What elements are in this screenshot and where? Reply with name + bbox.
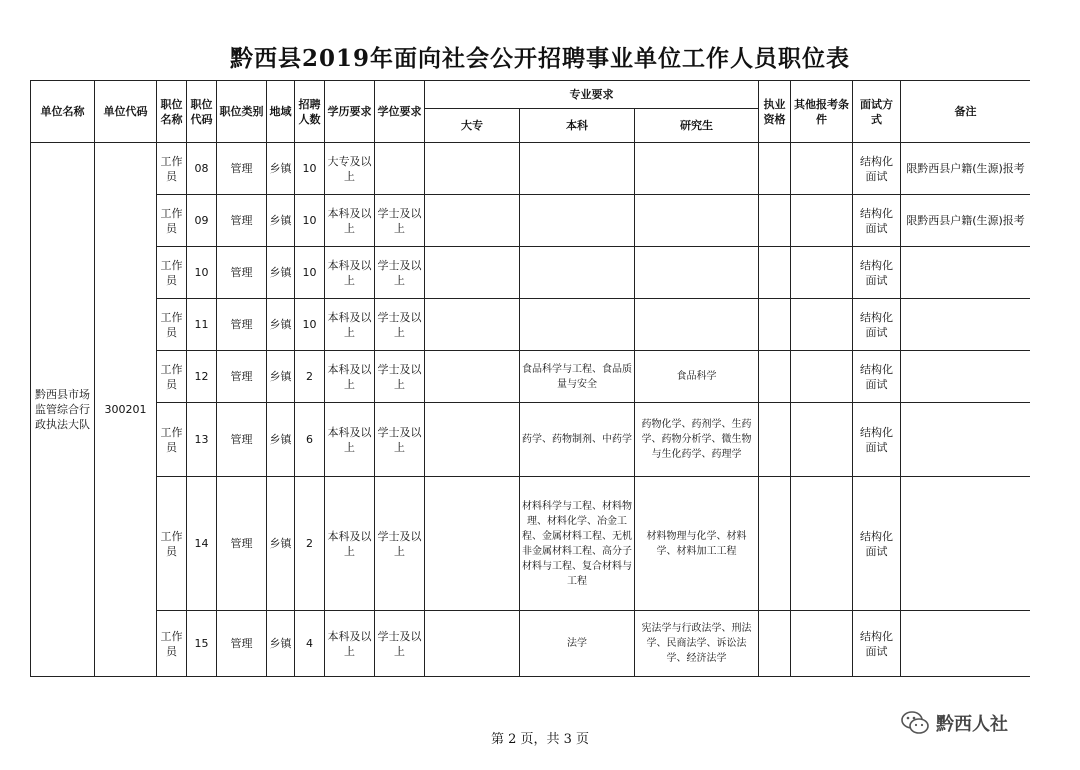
header-major-dazhuan: 大专 bbox=[425, 109, 520, 143]
degree-cell: 学士及以上 bbox=[375, 611, 425, 677]
page-title: 黔西县2019年面向社会公开招聘事业单位工作人员职位表 bbox=[229, 45, 850, 72]
license-cell bbox=[759, 195, 791, 247]
license-cell bbox=[759, 611, 791, 677]
major-graduate-cell bbox=[635, 195, 759, 247]
header-license: 执业资格 bbox=[759, 81, 791, 143]
degree-cell: 学士及以上 bbox=[375, 195, 425, 247]
header-degree: 学位要求 bbox=[375, 81, 425, 143]
other-conditions-cell bbox=[791, 611, 853, 677]
position-table bbox=[30, 80, 1030, 677]
major-graduate-cell: 材料物理与化学、材料学、材料加工工程 bbox=[635, 477, 759, 611]
exam-method-cell: 结构化面试 bbox=[853, 143, 901, 195]
other-conditions-cell bbox=[791, 247, 853, 299]
position-code-cell: 08 bbox=[187, 143, 217, 195]
notes-cell bbox=[901, 477, 1030, 611]
major-benke-cell bbox=[520, 195, 635, 247]
table-row bbox=[31, 351, 1031, 403]
major-benke-cell: 法学 bbox=[520, 611, 635, 677]
recruit-count-cell: 10 bbox=[295, 195, 325, 247]
header-unit-name: 单位名称 bbox=[31, 81, 95, 143]
watermark-text: 黔西人社 bbox=[936, 714, 1008, 735]
region-cell: 乡镇 bbox=[267, 611, 295, 677]
major-dazhuan-cell bbox=[425, 247, 520, 299]
position-name-cell: 工作员 bbox=[157, 247, 187, 299]
header-major-graduate: 研究生 bbox=[635, 109, 759, 143]
notes-cell bbox=[901, 403, 1030, 477]
region-cell: 乡镇 bbox=[267, 299, 295, 351]
education-cell: 大专及以上 bbox=[325, 143, 375, 195]
header-position-name: 职位名称 bbox=[157, 81, 187, 143]
major-benke-cell bbox=[520, 247, 635, 299]
header-unit-code: 单位代码 bbox=[95, 81, 157, 143]
degree-cell: 学士及以上 bbox=[375, 247, 425, 299]
major-benke-cell: 食品科学与工程、食品质量与安全 bbox=[520, 351, 635, 403]
position-type-cell: 管理 bbox=[217, 611, 267, 677]
major-graduate-cell bbox=[635, 247, 759, 299]
education-cell: 本科及以上 bbox=[325, 247, 375, 299]
license-cell bbox=[759, 477, 791, 611]
other-conditions-cell bbox=[791, 477, 853, 611]
notes-cell bbox=[901, 299, 1030, 351]
header-major: 专业要求 bbox=[425, 81, 759, 109]
other-conditions-cell bbox=[791, 143, 853, 195]
other-conditions-cell bbox=[791, 403, 853, 477]
header-notes: 备注 bbox=[901, 81, 1030, 143]
notes-cell: 限黔西县户籍(生源)报考 bbox=[901, 195, 1030, 247]
table-row bbox=[31, 477, 1031, 611]
exam-method-cell: 结构化面试 bbox=[853, 477, 901, 611]
major-dazhuan-cell bbox=[425, 403, 520, 477]
license-cell bbox=[759, 299, 791, 351]
exam-method-cell: 结构化面试 bbox=[853, 351, 901, 403]
education-cell: 本科及以上 bbox=[325, 611, 375, 677]
region-cell: 乡镇 bbox=[267, 351, 295, 403]
position-code-cell: 15 bbox=[187, 611, 217, 677]
position-type-cell: 管理 bbox=[217, 299, 267, 351]
table-container bbox=[30, 80, 1030, 678]
position-code-cell: 11 bbox=[187, 299, 217, 351]
exam-method-cell: 结构化面试 bbox=[853, 403, 901, 477]
position-code-cell: 13 bbox=[187, 403, 217, 477]
notes-cell: 限黔西县户籍(生源)报考 bbox=[901, 143, 1030, 195]
position-name-cell: 工作员 bbox=[157, 611, 187, 677]
education-cell: 本科及以上 bbox=[325, 299, 375, 351]
recruit-count-cell: 4 bbox=[295, 611, 325, 677]
position-code-cell: 12 bbox=[187, 351, 217, 403]
notes-cell bbox=[901, 247, 1030, 299]
recruit-count-cell: 10 bbox=[295, 247, 325, 299]
other-conditions-cell bbox=[791, 299, 853, 351]
table-row bbox=[31, 195, 1031, 247]
unit-code-cell: 300201 bbox=[95, 143, 157, 677]
position-name-cell: 工作员 bbox=[157, 351, 187, 403]
exam-method-cell: 结构化面试 bbox=[853, 247, 901, 299]
header-other-conditions: 其他报考条件 bbox=[791, 81, 853, 143]
major-dazhuan-cell bbox=[425, 611, 520, 677]
wechat-icon bbox=[900, 710, 930, 736]
position-type-cell: 管理 bbox=[217, 247, 267, 299]
major-benke-cell: 药学、药物制剂、中药学 bbox=[520, 403, 635, 477]
major-benke-cell: 材料科学与工程、材料物理、材料化学、冶金工程、金属材料工程、无机非金属材料工程、高分子材料与工程、复合材料与工程 bbox=[520, 477, 635, 611]
other-conditions-cell bbox=[791, 195, 853, 247]
major-dazhuan-cell bbox=[425, 195, 520, 247]
header-region: 地域 bbox=[267, 81, 295, 143]
unit-name-cell: 黔西县市场监管综合行政执法大队 bbox=[31, 143, 95, 677]
major-dazhuan-cell bbox=[425, 143, 520, 195]
position-name-cell: 工作员 bbox=[157, 477, 187, 611]
education-cell: 本科及以上 bbox=[325, 195, 375, 247]
position-type-cell: 管理 bbox=[217, 143, 267, 195]
other-conditions-cell bbox=[791, 351, 853, 403]
major-graduate-cell: 药物化学、药剂学、生药学、药物分析学、微生物与生化药学、药理学 bbox=[635, 403, 759, 477]
recruit-count-cell: 2 bbox=[295, 477, 325, 611]
watermark bbox=[900, 708, 1008, 738]
header-education: 学历要求 bbox=[325, 81, 375, 143]
region-cell: 乡镇 bbox=[267, 195, 295, 247]
education-cell: 本科及以上 bbox=[325, 351, 375, 403]
table-row bbox=[31, 247, 1031, 299]
degree-cell: 学士及以上 bbox=[375, 403, 425, 477]
position-name-cell: 工作员 bbox=[157, 143, 187, 195]
notes-cell bbox=[901, 611, 1030, 677]
header-position-code: 职位代码 bbox=[187, 81, 217, 143]
page-indicator: 第 2 页，共 3 页 bbox=[490, 732, 590, 747]
license-cell bbox=[759, 403, 791, 477]
exam-method-cell: 结构化面试 bbox=[853, 611, 901, 677]
major-benke-cell bbox=[520, 143, 635, 195]
region-cell: 乡镇 bbox=[267, 143, 295, 195]
position-name-cell: 工作员 bbox=[157, 403, 187, 477]
region-cell: 乡镇 bbox=[267, 477, 295, 611]
major-dazhuan-cell bbox=[425, 351, 520, 403]
position-code-cell: 10 bbox=[187, 247, 217, 299]
license-cell bbox=[759, 351, 791, 403]
position-name-cell: 工作员 bbox=[157, 195, 187, 247]
header-major-benke: 本科 bbox=[520, 109, 635, 143]
exam-method-cell: 结构化面试 bbox=[853, 195, 901, 247]
license-cell bbox=[759, 143, 791, 195]
major-benke-cell bbox=[520, 299, 635, 351]
major-graduate-cell bbox=[635, 299, 759, 351]
major-graduate-cell: 食品科学 bbox=[635, 351, 759, 403]
header-position-type: 职位类别 bbox=[217, 81, 267, 143]
degree-cell: 学士及以上 bbox=[375, 299, 425, 351]
header-exam-method: 面试方式 bbox=[853, 81, 901, 143]
position-type-cell: 管理 bbox=[217, 403, 267, 477]
license-cell bbox=[759, 247, 791, 299]
region-cell: 乡镇 bbox=[267, 247, 295, 299]
degree-cell: 学士及以上 bbox=[375, 477, 425, 611]
position-type-cell: 管理 bbox=[217, 477, 267, 611]
table-body bbox=[31, 143, 1031, 677]
table-row bbox=[31, 403, 1031, 477]
recruit-count-cell: 10 bbox=[295, 143, 325, 195]
exam-method-cell: 结构化面试 bbox=[853, 299, 901, 351]
position-name-cell: 工作员 bbox=[157, 299, 187, 351]
recruit-count-cell: 10 bbox=[295, 299, 325, 351]
recruit-count-cell: 2 bbox=[295, 351, 325, 403]
education-cell: 本科及以上 bbox=[325, 477, 375, 611]
education-cell: 本科及以上 bbox=[325, 403, 375, 477]
recruit-count-cell: 6 bbox=[295, 403, 325, 477]
position-code-cell: 14 bbox=[187, 477, 217, 611]
notes-cell bbox=[901, 351, 1030, 403]
major-graduate-cell bbox=[635, 143, 759, 195]
table-row bbox=[31, 611, 1031, 677]
major-dazhuan-cell bbox=[425, 477, 520, 611]
major-dazhuan-cell bbox=[425, 299, 520, 351]
degree-cell: 学士及以上 bbox=[375, 351, 425, 403]
position-code-cell: 09 bbox=[187, 195, 217, 247]
header-count: 招聘人数 bbox=[295, 81, 325, 143]
position-type-cell: 管理 bbox=[217, 351, 267, 403]
table-row bbox=[31, 143, 1031, 195]
table-row bbox=[31, 299, 1031, 351]
region-cell: 乡镇 bbox=[267, 403, 295, 477]
degree-cell bbox=[375, 143, 425, 195]
major-graduate-cell: 宪法学与行政法学、刑法学、民商法学、诉讼法学、经济法学 bbox=[635, 611, 759, 677]
position-type-cell: 管理 bbox=[217, 195, 267, 247]
